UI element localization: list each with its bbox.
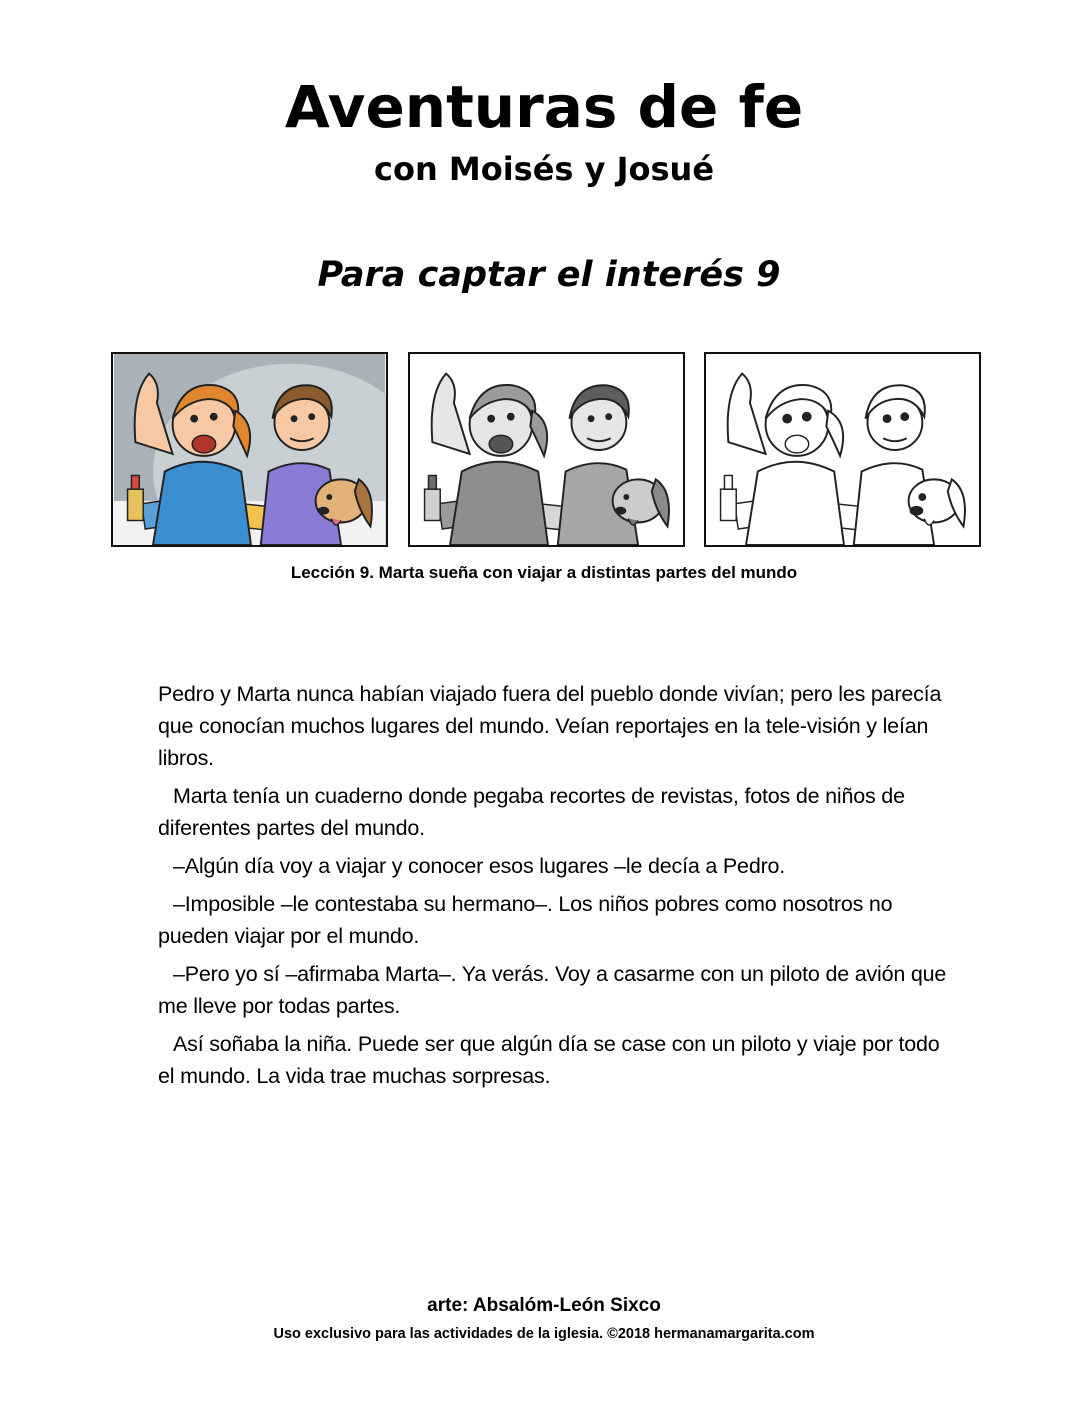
illustration-caption: Lección 9. Marta sueña con viajar a distintas partes del mundo [290,563,798,582]
story-paragraph: Así soñaba la niña. Puede ser que algún día se case con un piloto y viaje por todo el mundo. La vida trae muchas sorpresas. [158,1032,940,1088]
page-subtitle: con Moisés y Josué [373,150,715,188]
children-scrapbook-drawing [113,354,386,545]
story-paragraph: –Algún día voy a viajar y conocer esos lugares –le decía a Pedro. [173,854,786,878]
story-paragraph: –Imposible –le contestaba su hermano–. Los niños pobres como nosotros no pueden viajar por el mundo. [158,892,893,948]
story-text [158,678,948,1098]
story-paragraph: Marta tenía un cuaderno donde pegaba recortes de revistas, fotos de niños de diferentes partes del mundo. [158,784,905,840]
illustration-color [111,352,388,547]
art-credit: arte: Absalóm-León Sixco [427,1295,661,1316]
illustration-grayscale [408,352,685,547]
illustration-line-art [704,352,981,547]
children-scrapbook-drawing-grayscale [410,354,683,545]
section-heading: Para captar el interés 9 [317,255,781,295]
copyright-notice: Uso exclusivo para las actividades de la iglesia. ©2018 hermanamargarita.com [273,1326,815,1342]
page-title: Aventuras de fe [284,73,804,141]
children-scrapbook-drawing-outline [706,354,979,545]
story-paragraph: Pedro y Marta nunca habían viajado fuera del pueblo donde vivían; pero les parecía que conocían muchos lugares del mundo. Veían reportajes en la tele-visión y leían libros. [158,682,942,770]
story-paragraph: –Pero yo sí –afirmaba Marta–. Ya verás. Voy a casarme con un piloto de avión que me lleve por todas partes. [158,962,947,1018]
